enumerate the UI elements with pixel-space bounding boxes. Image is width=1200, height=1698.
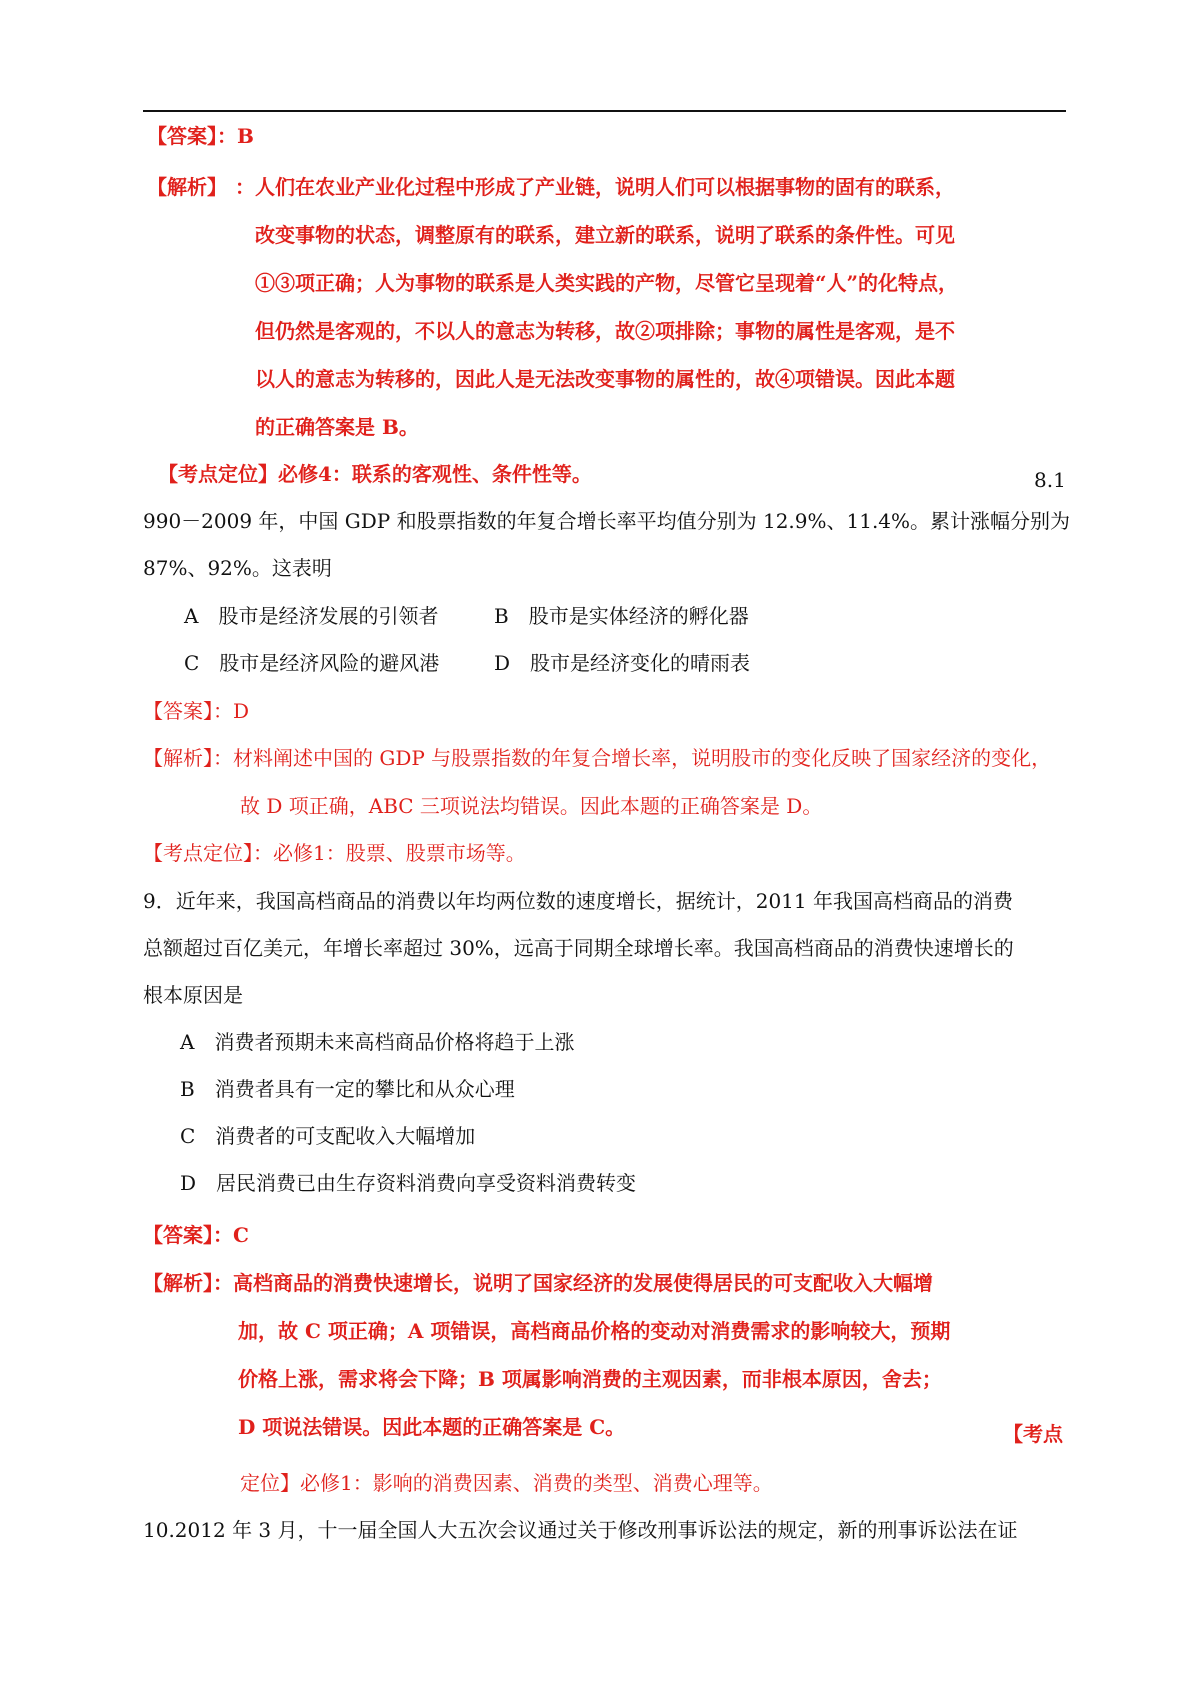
q7-analysis-line-5: 以人的意志为转移的，因此人是无法改变事物的属性的，故④项错误。因此本题 [255, 367, 955, 391]
q8-stem-line-2: 87%、92%。这表明 [143, 556, 332, 580]
q9-analysis [143, 1270, 933, 1296]
q9-analysis-line-1: ：高档商品的消费快速增长，说明了国家经济的发展使得居民的可支配收入大幅增 [213, 1271, 933, 1295]
q8-point-label: 【考点定位】 [143, 841, 253, 865]
q9-option-c: C 消费者的可支配收入大幅增加 [180, 1124, 476, 1148]
q7-point-value: 必修4：联系的客观性、条件性等。 [278, 462, 592, 486]
q9-option-b: B 消费者具有一定的攀比和从众心理 [180, 1077, 515, 1101]
q10-stem-line-1: 10.2012 年 3 月，十一届全国人大五次会议通过关于修改刑事诉讼法的规定，新的刑事诉讼法在证 [143, 1518, 1018, 1542]
q7-answer-label: 【答案】 [147, 124, 217, 148]
q7-analysis-line-1: ：人们在农业产业化过程中形成了产业链，说明人们可以根据事物的固有的联系， [235, 175, 955, 199]
q7-analysis-line-3: ①③项正确；人为事物的联系是人类实践的产物，尽管它呈现着“人”的化特点， [255, 271, 959, 295]
q7-analysis-line-4: 但仍然是客观的，不以人的意志为转移，故②项排除；事物的属性是客观，是不 [255, 319, 955, 343]
q7-answer [147, 123, 254, 149]
q9-analysis-line-3: 价格上涨，需求将会下降；B 项属影响消费的主观因素，而非根本原因，舍去； [238, 1367, 942, 1391]
q8-point-value: ：必修1：股票、股票市场等。 [253, 841, 526, 865]
q9-stem-line-3: 根本原因是 [143, 983, 243, 1007]
q9-analysis-line-4: D 项说法错误。因此本题的正确答案是 C。 [238, 1415, 626, 1439]
q9-answer-value: ：C [213, 1223, 249, 1247]
q7-answer-value: ：B [217, 124, 254, 148]
q7-analysis-label: 【解析】 [147, 175, 227, 199]
q8-option-c: C 股市是经济风险的避风港 [184, 651, 440, 675]
q8-answer-value: ：D [213, 699, 250, 723]
q9-answer-label: 【答案】 [143, 1223, 213, 1247]
q8-option-b: B 股市是实体经济的孵化器 [494, 604, 749, 628]
q9-answer [143, 1222, 249, 1248]
q8-analysis-label: 【解析】 [143, 746, 213, 770]
q8-stem-line-1: 990－2009 年，中国 GDP 和股票指数的年复合增长率平均值分别为 12.9%、11.4%。累计涨幅分别为 [143, 509, 1071, 533]
q9-option-a: A 消费者预期未来高档商品价格将趋于上涨 [180, 1030, 575, 1054]
q8-option-d: D 股市是经济变化的晴雨表 [494, 651, 751, 675]
q9-option-d: D 居民消费已由生存资料消费向享受资料消费转变 [180, 1171, 637, 1195]
q8-option-a: A 股市是经济发展的引领者 [184, 604, 439, 628]
q9-point [240, 1470, 773, 1496]
q8-answer-label: 【答案】 [143, 699, 213, 723]
q7-point-label: 【考点定位】 [158, 462, 278, 486]
q8-analysis [143, 745, 1051, 771]
q7-point [158, 461, 592, 487]
q7-analysis-line-6: 的正确答案是 B。 [255, 415, 419, 439]
q8-analysis-line-2: 故 D 项正确，ABC 三项说法均错误。因此本题的正确答案是 D。 [240, 794, 823, 818]
q8-analysis-line-1: ：材料阐述中国的 GDP 与股票指数的年复合增长率，说明股市的变化反映了国家经济的变化， [213, 746, 1052, 770]
q8-point [143, 840, 526, 866]
q9-point-value: 必修1：影响的消费因素、消费的类型、消费心理等。 [300, 1471, 773, 1495]
q9-analysis-label: 【解析】 [143, 1271, 213, 1295]
q9-stem-line-2: 总额超过百亿美元，年增长率超过 30%，远高于同期全球增长率。我国高档商品的消费快速增长的 [143, 936, 1014, 960]
q8-answer [143, 698, 249, 724]
q9-point-label-part2: 定位】 [240, 1471, 300, 1495]
q9-analysis-line-2: 加，故 C 项正确；A 项错误，高档商品价格的变动对消费需求的影响较大，预期 [238, 1319, 951, 1343]
q8-number-fragment: 8.1 [1034, 468, 1066, 492]
q7-analysis-line-2: 改变事物的状态，调整原有的联系，建立新的联系，说明了联系的条件性。可见 [255, 223, 955, 247]
q9-point-label-part1: 【考点 [1003, 1422, 1063, 1446]
header-rule [143, 110, 1066, 112]
q9-stem-line-1: 9．近年来，我国高档商品的消费以年均两位数的速度增长，据统计，2011 年我国高档商品的消费 [143, 889, 1013, 913]
